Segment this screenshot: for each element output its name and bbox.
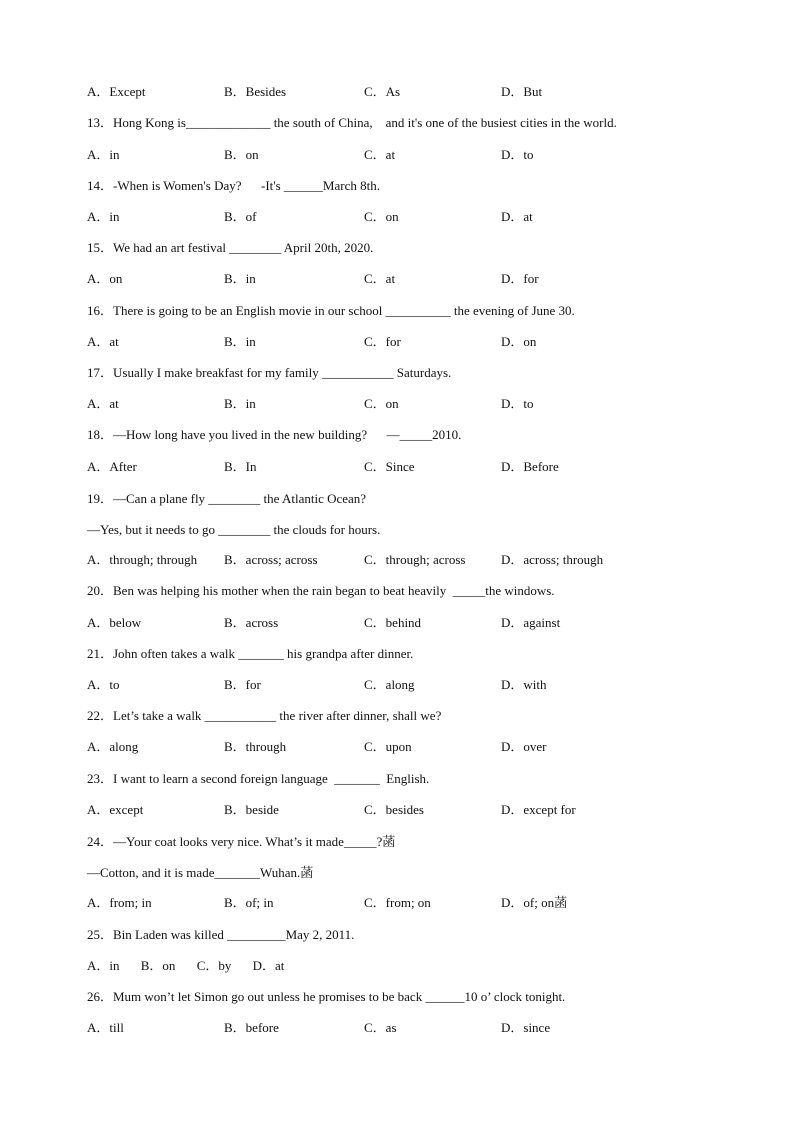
option-a: A．in [87,958,120,973]
option-a: A．After [87,459,137,474]
options-row [87,209,727,225]
option-a: A．till [87,1020,124,1035]
option-d: D．against [501,615,561,630]
option-b: B．in [224,396,256,411]
options-row [87,895,727,911]
option-b: B．beside [224,802,279,817]
options-row [87,552,727,568]
option-a: A．on [87,271,123,286]
option-b: B．before [224,1020,279,1035]
question-24: 24．—Your coat looks very nice. What’s it made_____?菡 —Cotton, and it is made_______Wuhan.菡 [87,834,396,880]
option-b: B．for [224,677,261,692]
option-a: A．except [87,802,144,817]
option-d: D．of; on菡 [501,895,568,910]
options-row [87,958,727,974]
option-d: D．But [501,84,543,99]
option-a: A．from; in [87,895,152,910]
option-b: B．on [140,958,176,973]
option-a: A．in [87,147,120,162]
question-16: 16．There is going to be an English movie in our school __________ the evening of June 30. [87,303,575,318]
option-a: A．through; through [87,552,198,567]
options-row [87,615,727,631]
options-row [87,84,727,100]
options-row [87,147,727,163]
option-d: D．to [501,147,534,162]
option-d: D．across; through [501,552,604,567]
option-b: B．Besides [224,84,287,99]
options-row [87,677,727,693]
option-d: D．to [501,396,534,411]
option-c: C．through; across [364,552,466,567]
option-c: C．along [364,677,415,692]
option-c: C．Since [364,459,415,474]
option-d: D．since [501,1020,551,1035]
option-d: D．Before [501,459,559,474]
option-d: D．at [501,209,533,224]
option-b: B．on [224,147,259,162]
question-17: 17．Usually I make breakfast for my family ___________ Saturdays. [87,365,452,380]
option-d: D．over [501,739,547,754]
option-b: B．of; in [224,895,274,910]
question-19: 19．—Can a plane fly ________ the Atlantic Ocean? —Yes, but it needs to go ________ the clouds for hours. [87,491,381,537]
question-20: 20．Ben was helping his mother when the rain began to beat heavily _____the windows. [87,583,555,598]
question-23: 23．I want to learn a second foreign language _______ English. [87,771,430,786]
option-b: B．through [224,739,287,754]
options-row [87,334,727,350]
option-d: D．with [501,677,547,692]
option-b: B．in [224,334,256,349]
options-row [87,739,727,755]
option-b: B．across [224,615,279,630]
options-row [87,396,727,412]
options-row [87,802,727,818]
option-a: A．below [87,615,142,630]
option-c: C．at [364,271,396,286]
option-d: D．on [501,334,537,349]
option-d: D．for [501,271,539,286]
question-26: 26．Mum won’t let Simon go out unless he promises to be back ______10 o’ clock tonight. [87,989,566,1004]
option-c: C．on [364,396,399,411]
option-c: C．on [364,209,399,224]
option-c: C．besides [364,802,424,817]
option-b: B．across; across [224,552,318,567]
option-c: C．at [364,147,396,162]
question-13: 13．Hong Kong is_____________ the south of China, and it's one of the busiest cities in the world. [87,115,617,130]
option-d: D．except for [501,802,576,817]
question-18: 18．—How long have you lived in the new building? —_____2010. [87,427,462,442]
option-a: A．Except [87,84,146,99]
option-c: C．for [364,334,401,349]
option-a: A．to [87,677,120,692]
options-row [87,1020,727,1036]
option-a: A．at [87,396,119,411]
option-c: C．by [196,958,232,973]
option-a: A．along [87,739,139,754]
option-c: C．behind [364,615,422,630]
option-c: C．from; on [364,895,431,910]
option-c: C．upon [364,739,412,754]
option-b: B．In [224,459,257,474]
options-row [87,459,727,475]
option-b: B．in [224,271,256,286]
option-a: A．in [87,209,120,224]
option-c: C．As [364,84,401,99]
option-d: D．at [252,958,285,973]
option-b: B．of [224,209,257,224]
question-15: 15．We had an art festival ________ April 20th, 2020. [87,240,374,255]
question-21: 21．John often takes a walk _______ his grandpa after dinner. [87,646,414,661]
question-22: 22．Let’s take a walk ___________ the river after dinner, shall we? [87,708,442,723]
question-25: 25．Bin Laden was killed _________May 2, 2011. [87,927,355,942]
option-a: A．at [87,334,119,349]
option-c: C．as [364,1020,397,1035]
options-row [87,271,727,287]
question-14: 14．-When is Women's Day? -It's ______March 8th. [87,178,380,193]
